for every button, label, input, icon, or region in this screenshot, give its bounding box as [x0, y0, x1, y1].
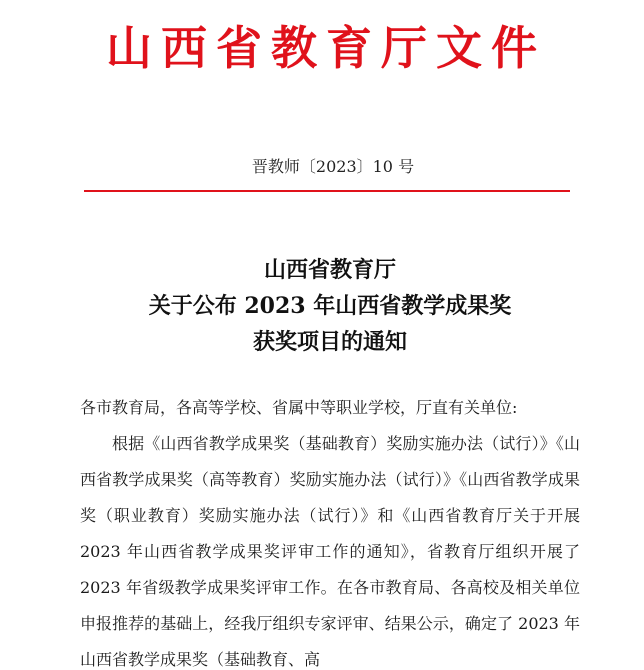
title-line-2: 关于公布 2023 年山西省教学成果奖: [148, 293, 512, 319]
body-paragraph: 根据《山西省教学成果奖（基础教育）奖励实施办法（试行）》《山西省教学成果奖（高等教育）奖励实施办法（试行）》《山西省教学成果奖（职业教育）奖励实施办法（试行）》和《山西省教育厅关于开展 2023 年山西省教学成果奖评审工作的通知》，省教育厅组织开展了 2023 年省级教学成果奖评审工作。在各市教育局、各高校及相关单位申报推荐的基础上，经我厅组织专家评审、结果公示，确定了 2023 年山西省教学成果奖（基础教育、高: [80, 434, 580, 669]
document-title: [0, 252, 644, 360]
title-line-1: 山西省教育厅: [263, 257, 396, 283]
title-line-3: 获奖项目的通知: [252, 329, 407, 355]
document-number: 晋教师〔2023〕10 号: [251, 157, 415, 176]
document-masthead: 山西省教育厅文件: [106, 21, 546, 75]
document-body: [80, 390, 580, 670]
red-divider-line: [84, 190, 570, 192]
salutation: 各市教育局，各高等学校、省属中等职业学校，厅直有关单位:: [80, 398, 518, 417]
